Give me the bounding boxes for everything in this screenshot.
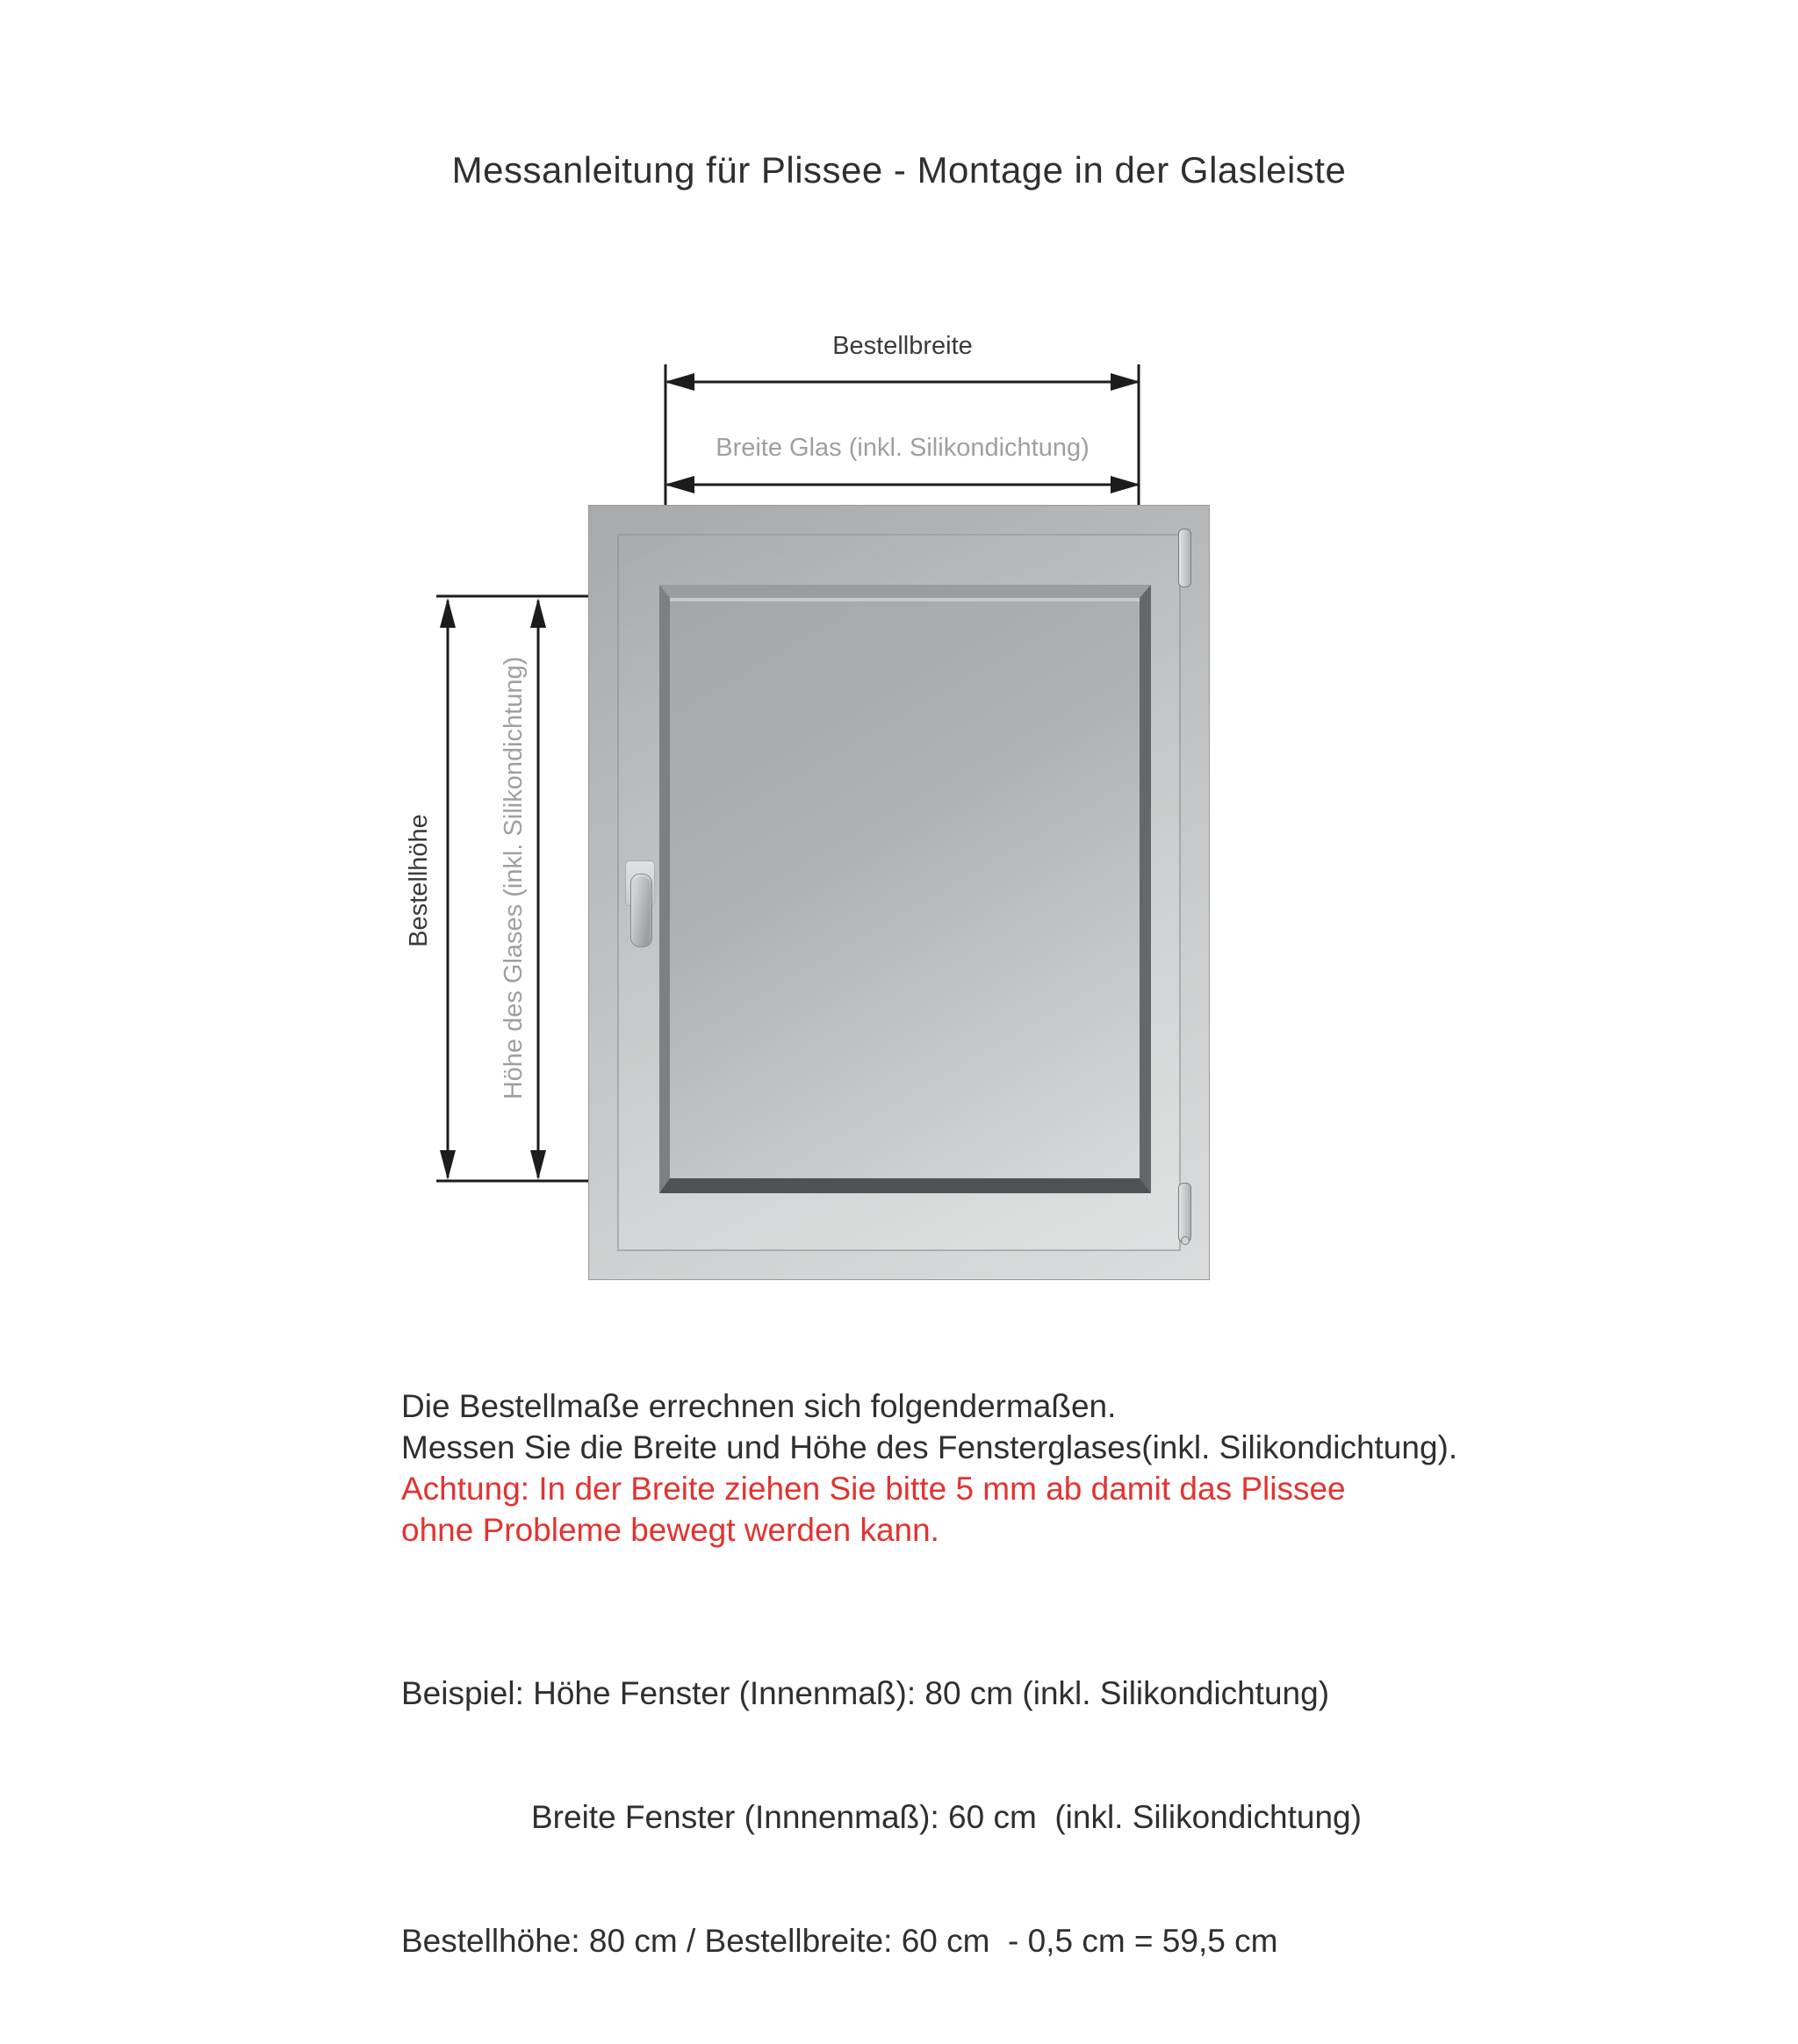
window-illustration: [588, 505, 1210, 1280]
label-glass-width: Breite Glas (inkl. Silikondichtung): [716, 434, 1090, 462]
example-line: Beispiel: Höhe Fenster (Innenmaß): 80 cm (inkl. Silikondichtung): [401, 1675, 1330, 1711]
example-block: [401, 1590, 1595, 2044]
glass-height-arrow-head-bottom: [530, 1150, 546, 1180]
glass-width-arrow-head-right: [1111, 476, 1140, 493]
label-glass-height: Höhe des Glases (inkl. Silikondichtung): [500, 656, 528, 1100]
intro-line: Messen Sie die Breite und Höhe des Fensterglases(inkl. Silikondichtung).: [401, 1429, 1458, 1465]
order-width-arrow-head-right: [1111, 373, 1140, 391]
warning-line: Achtung: In der Breite ziehen Sie bitte 5 mm ab damit das Plissee: [401, 1471, 1346, 1507]
example-line: Breite Fenster (Innnenmaß): 60 cm (inkl. Silikondichtung): [531, 1799, 1362, 1835]
intro-line: Die Bestellmaße errechnen sich folgendermaßen.: [401, 1388, 1117, 1424]
example-line: Bestellhöhe: 80 cm / Bestellbreite: 60 cm - 0,5 cm = 59,5 cm: [401, 1923, 1278, 1959]
label-order-height: Bestellhöhe: [405, 814, 433, 947]
glass-height-arrow-head-top: [530, 598, 546, 628]
window-glass-with-bead: [659, 585, 1151, 1193]
glass-width-arrow-head-left: [665, 476, 694, 493]
instruction-text: [401, 1385, 1595, 2044]
window-hinge-bottom: [1178, 1183, 1191, 1242]
order-height-arrow-head-bottom: [440, 1150, 456, 1180]
warning-line: ohne Probleme bewegt werden kann.: [401, 1512, 939, 1548]
label-order-width: Bestellbreite: [832, 332, 973, 360]
window-hinge-top: [1178, 529, 1191, 587]
window-handle-lever: [630, 874, 652, 947]
order-height-arrow-head-top: [440, 598, 456, 628]
page-title: Messanleitung für Plissee - Montage in der Glasleiste: [451, 149, 1347, 191]
order-width-arrow-head-left: [665, 373, 694, 391]
